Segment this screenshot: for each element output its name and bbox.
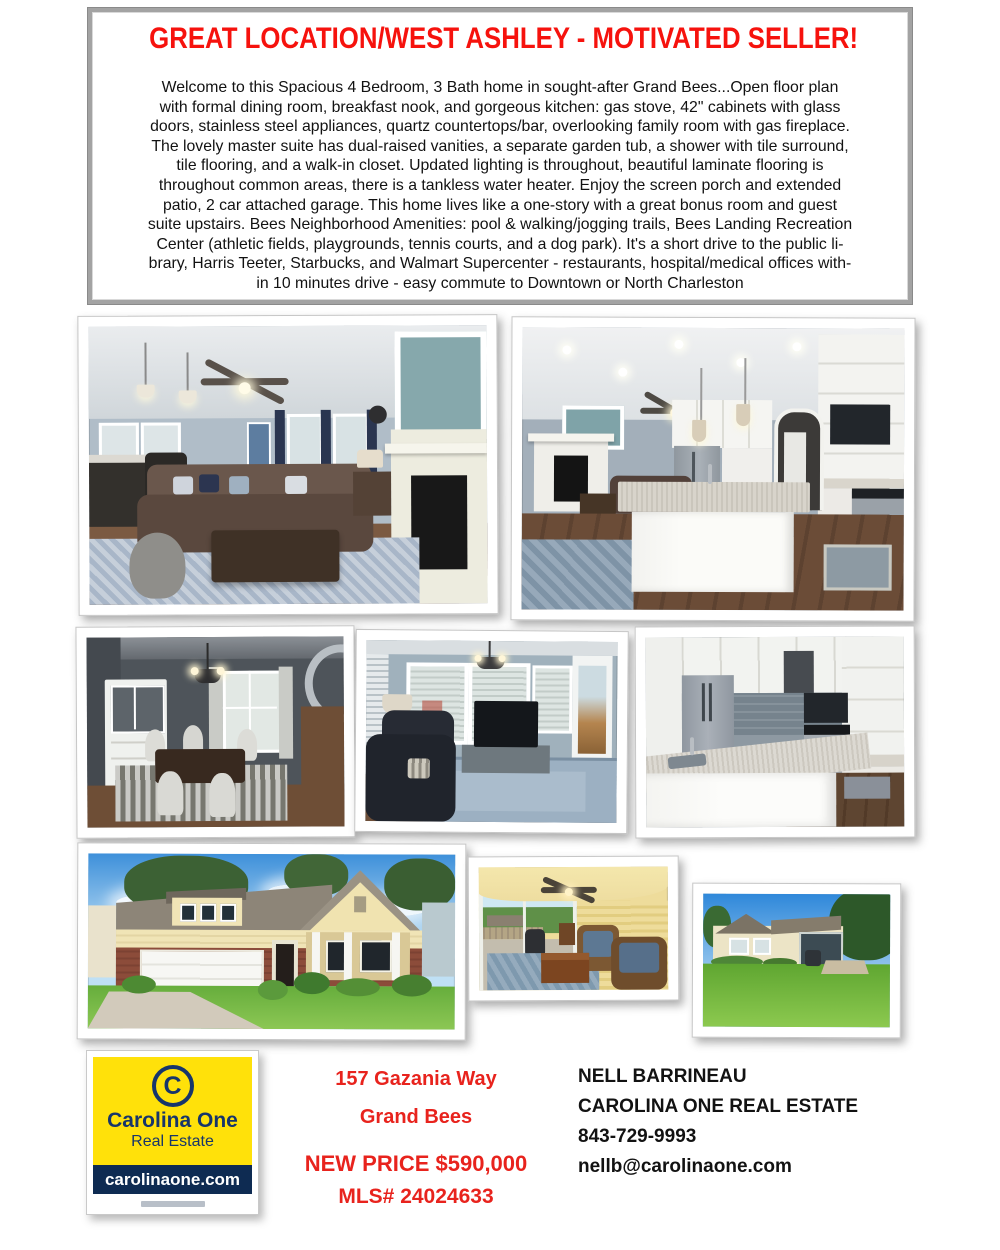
pendant-light [744,358,746,404]
faucet [708,464,712,484]
firebox [411,475,467,569]
bush [392,974,432,996]
chair [209,773,235,817]
property-details [285,1062,547,1209]
fan-light [239,382,251,394]
agent-info [578,1062,908,1182]
recessed-light [792,342,801,351]
description-line: with formal dining room, breakfast nook, and gorgeous kitchen: gas stove, 42" cabinets with glass [159,98,841,116]
rug [522,539,634,609]
cushion [619,943,659,973]
gable-vent [354,896,366,912]
grill-cover [805,950,821,966]
photo-card-back-yard [692,883,902,1039]
window [753,938,771,955]
ceiling [367,640,618,656]
photo-card-den [354,629,629,834]
side-table-lamp [357,450,383,468]
photo-den [365,640,617,823]
recessed-light [562,345,571,354]
photo-living-room [88,325,487,605]
tv [474,701,538,748]
agent-phone: 843-729-9993 [578,1126,697,1147]
porch-column [392,932,400,980]
back-cabinets [672,400,772,448]
bush [258,980,288,1000]
pendant-light [700,368,702,420]
ottoman-drum [129,532,185,598]
pillow [408,758,430,778]
screen-post [479,889,483,990]
pendant-light [144,343,146,387]
curtain [279,667,293,759]
island-counter [618,482,810,513]
description-line: The lovely master suite has dual-raised vanities, a separate garden tub, a shower with tile surround, [151,137,849,155]
flyer-headline: GREAT LOCATION/WEST ASHLEY - MOTIVATED SELLER! [149,22,859,55]
clock [369,406,387,424]
porch-ceiling [479,867,668,902]
faucet [690,737,694,755]
property-description [92,78,908,294]
ceiling [87,636,344,659]
neighbor-house [88,905,116,977]
microwave [804,693,848,723]
description-line: throughout common areas, there is a tankless water heater. Enjoy the screen porch and extended [158,176,842,194]
pillow [229,476,249,494]
logo-website-bar: carolinaone.com [93,1165,252,1194]
recessed-light [618,368,627,377]
mat [844,777,890,799]
description-line: tile flooring, and a walk-in closet. Updated lighting is throughout, beautiful laminate flooring is [176,157,824,175]
porch-column [344,932,352,980]
property-mls: MLS# 24024633 [338,1185,494,1208]
logo-brand-subtitle: Real Estate [131,1133,214,1150]
description-line: in 10 minutes drive - easy commute to Downtown or North Charleston [256,274,744,292]
left-cabinet [646,637,682,757]
description-line: Center (athletic fields, playgrounds, tennis courts, and a dog park). It's a short drive to the public li- [156,235,844,253]
coffee-table [211,530,339,583]
shutter-window [360,940,392,972]
mantle [385,443,487,453]
photo-card-living-room [77,314,498,616]
photo-card-kitchen [510,316,915,621]
island-base [646,773,836,828]
pillow [285,476,307,494]
agent-company: CAROLINA ONE REAL ESTATE [578,1096,859,1117]
logo-brand-name: Carolina One [107,1109,238,1132]
photo-card-dining-room [75,625,355,838]
mat [824,544,892,590]
mantle [528,433,614,441]
patio [821,960,869,974]
photo-card-front-exterior [77,842,467,1040]
chair [157,771,183,815]
photo-card-screened-porch [468,856,680,1002]
bush [122,975,156,993]
logo-yellow-panel [93,1057,252,1165]
description-line: doors, stainless steel appliances, quartz countertops/bar, overlooking family room with gas fireplace. [150,118,850,136]
palm-plant [294,972,330,994]
property-neighborhood: Grand Bees [359,1106,473,1128]
photo-kitchen [522,327,905,610]
recessed-light [674,340,683,349]
photo-card-kitchen-detail [635,626,916,839]
property-price: NEW PRICE $590,000 [304,1151,528,1176]
fan-light [565,888,573,896]
carolina-one-logo-card [86,1050,259,1215]
chandelier [207,643,209,671]
pillow [199,474,219,492]
photo-back-yard [703,894,890,1028]
logo-affiliation-strip [93,1194,252,1207]
microwave [830,404,890,444]
carolina-one-c-icon: C [152,1065,194,1107]
agent-name: NELL BARRINEAU [578,1066,747,1087]
description-line: suite upstairs. Bees Neighborhood Amenities: pool & walking/jogging trails, Bees Landing Recreation [147,216,853,234]
pillow [173,476,193,494]
fireplace-art [394,331,486,439]
photo-kitchen-detail [646,637,905,828]
counter [818,478,904,488]
description-line: patio, 2 car attached garage. This home lives like a one-story with a great bonus room and guest [162,196,838,214]
description-line: brary, Harris Teeter, Starbucks, and Walmart Supercenter - restaurants, hospital/medical offices with- [148,255,852,273]
photo-screened-porch [479,867,669,991]
agent-email: nellb@carolinaone.com [578,1156,792,1177]
photo-dining-room [87,636,345,827]
side-table [559,923,575,945]
title-description-box [88,8,912,304]
photo-front-exterior [88,853,456,1029]
bush [336,978,380,996]
pendant-light [187,352,189,392]
window [729,938,749,955]
island-base [632,512,794,593]
property-address: 157 Gazania Way [335,1068,497,1090]
wall-art [247,422,271,470]
neighbor-roof [487,915,525,926]
description-line: Welcome to this Spacious 4 Bedroom, 3 Bath home in sought-after Grand Bees...Open floor plan [161,79,839,96]
tv-stand [462,745,550,774]
neighbor-house [422,903,455,977]
